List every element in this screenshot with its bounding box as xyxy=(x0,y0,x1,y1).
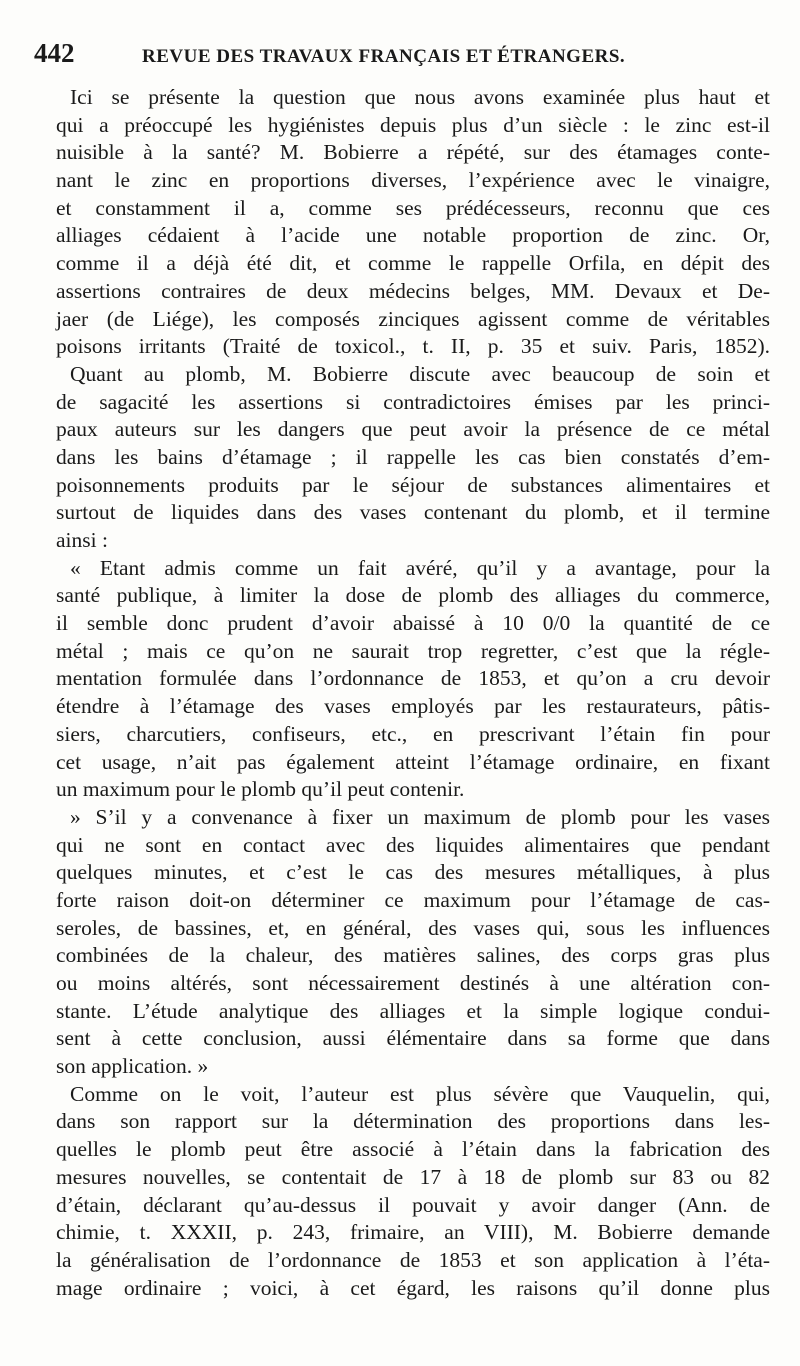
text-line: surtout de liquides dans des vases contenant du plomb, et il termine xyxy=(56,500,770,525)
text-line: Quant au plomb, M. Bobierre discute avec beaucoup de soin et xyxy=(70,361,770,386)
text-line: ainsi : xyxy=(56,528,108,552)
text-line: Comme on le voit, l’auteur est plus sévère que Vauquelin, qui, xyxy=(70,1081,770,1106)
running-title: REVUE DES TRAVAUX FRANÇAIS ET ÉTRANGERS. xyxy=(142,46,626,67)
text-line: son application. » xyxy=(56,1054,209,1079)
text-line: nant le zinc en proportions diverses, l’expérience avec le vinaigre, xyxy=(56,168,770,193)
text-line: nuisible à la santé? M. Bobierre a répété, sur des étamages conte- xyxy=(56,140,770,165)
text-line: jaer (de Liége), les composés zinciques agissent comme de véritables xyxy=(56,306,770,331)
text-line: qui a préoccupé les hygiénistes depuis plus d’un siècle : le zinc est-il xyxy=(56,112,770,137)
body-text xyxy=(56,84,770,1302)
text-line: étendre à l’étamage des vases employés par les restaurateurs, pâtis- xyxy=(56,694,770,719)
text-line: d’étain, déclarant qu’au-dessus il pouvait y avoir danger (Ann. de xyxy=(56,1192,770,1217)
text-line: quelles le plomb peut être associé à l’étain dans la fabrication des xyxy=(56,1137,770,1162)
text-line: forte raison doit-on déterminer ce maximum pour l’étamage de cas- xyxy=(56,887,770,912)
text-line: cet usage, n’ait pas également atteint l’étamage ordinaire, en fixant xyxy=(56,749,770,774)
text-line: « Etant admis comme un fait avéré, qu’il y a avantage, pour la xyxy=(70,555,770,580)
text-line: il semble donc prudent d’avoir abaissé à 10 0/0 la quantité de ce xyxy=(56,611,770,636)
text-line: assertions contraires de deux médecins belges, MM. Devaux et De- xyxy=(56,278,770,303)
text-line: poisonnements produits par le séjour de substances alimentaires et xyxy=(56,472,770,497)
text-line: de sagacité les assertions si contradictoires émises par les princi- xyxy=(56,389,770,414)
text-line: dans les bains d’étamage ; il rappelle les cas bien constatés d’em- xyxy=(56,444,770,469)
text-line: la généralisation de l’ordonnance de 1853 et son application à l’éta- xyxy=(56,1247,770,1272)
text-line: et constamment il a, comme ses prédécesseurs, reconnu que ces xyxy=(56,195,770,220)
text-line: siers, charcutiers, confiseurs, etc., en prescrivant l’étain fin pour xyxy=(56,721,770,746)
text-line: quelques minutes, et c’est le cas des mesures métalliques, à plus xyxy=(56,860,770,885)
text-line: mesures nouvelles, se contentait de 17 à 18 de plomb sur 83 ou 82 xyxy=(56,1164,770,1189)
text-line: métal ; mais ce qu’on ne saurait trop regretter, c’est que la régle- xyxy=(56,638,770,663)
text-line: un maximum pour le plomb qu’il peut contenir. xyxy=(56,777,465,802)
text-line: alliages cédaient à l’acide une notable proportion de zinc. Or, xyxy=(56,223,770,248)
text-line: mentation formulée dans l’ordonnance de 1853, et qu’on a cru devoir xyxy=(56,666,770,691)
text-line: Ici se présente la question que nous avons examinée plus haut et xyxy=(70,85,770,109)
text-line: stante. L’étude analytique des alliages et la simple logique condui- xyxy=(56,998,770,1023)
text-line: seroles, de bassines, et, en général, des vases qui, sous les influences xyxy=(56,915,770,940)
text-line: comme il a déjà été dit, et comme le rappelle Orfila, en dépit des xyxy=(56,251,770,276)
page-number: 442 xyxy=(34,38,75,68)
text-line: ou moins altérés, sont nécessairement destinés à une altération con- xyxy=(56,971,770,995)
text-line: dans son rapport sur la détermination des proportions dans les- xyxy=(56,1109,770,1134)
text-line: sent à cette conclusion, aussi élémentaire dans sa forme que dans xyxy=(56,1026,770,1051)
text-line: combinées de la chaleur, des matières salines, des corps gras plus xyxy=(56,943,770,968)
text-line: chimie, t. XXXII, p. 243, frimaire, an VIII), M. Bobierre demande xyxy=(56,1220,770,1245)
page-header xyxy=(34,38,774,72)
text-line: paux auteurs sur les dangers que peut avoir la présence de ce métal xyxy=(56,417,770,442)
text-line: santé publique, à limiter la dose de plomb des alliages du commerce, xyxy=(56,583,770,608)
text-line: qui ne sont en contact avec des liquides alimentaires que pendant xyxy=(56,832,770,857)
text-line: » S’il y a convenance à fixer un maximum de plomb pour les vases xyxy=(70,804,770,829)
text-line: mage ordinaire ; voici, à cet égard, les raisons qu’il donne plus xyxy=(56,1275,770,1300)
text-line: poisons irritants (Traité de toxicol., t. II, p. 35 et suiv. Paris, 1852). xyxy=(56,334,770,359)
